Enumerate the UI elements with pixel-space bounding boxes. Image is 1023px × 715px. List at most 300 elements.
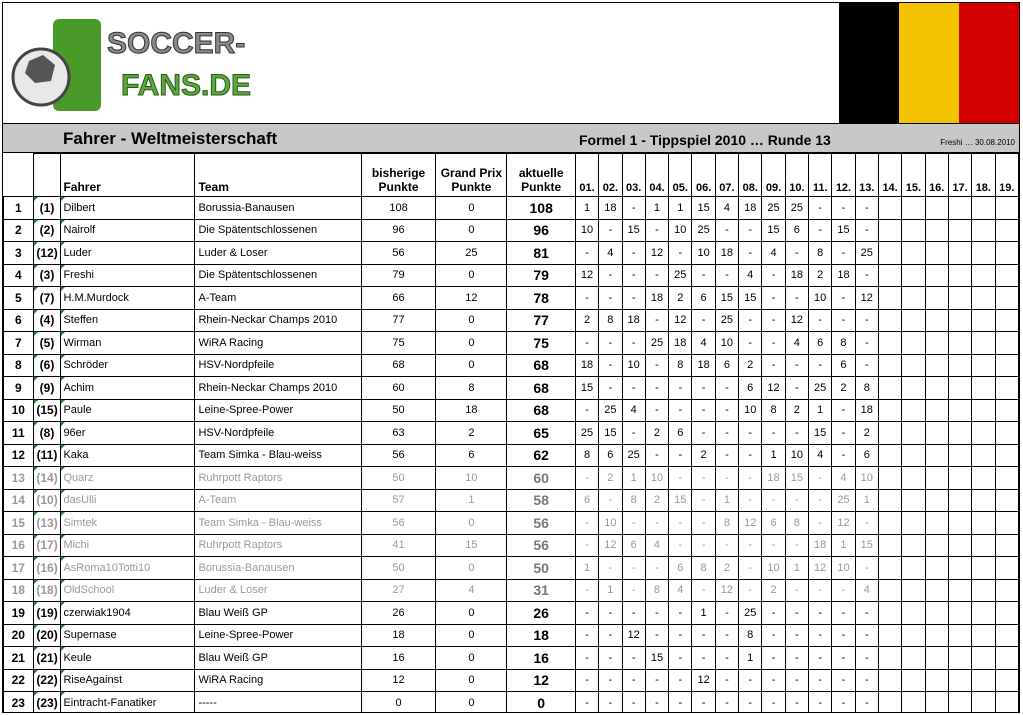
german-flag bbox=[839, 3, 1019, 123]
round-points-cell: 1 bbox=[692, 602, 715, 625]
round-points-cell: - bbox=[622, 377, 645, 400]
round-points-cell: 12 bbox=[785, 309, 808, 332]
round-points-cell bbox=[972, 219, 995, 242]
round-points-cell: 15 bbox=[832, 219, 855, 242]
round-points-cell bbox=[972, 332, 995, 355]
round-points-cell: - bbox=[715, 467, 738, 490]
round-points-cell bbox=[995, 647, 1019, 670]
round-points-cell: - bbox=[785, 489, 808, 512]
round-points-cell: 18 bbox=[669, 332, 692, 355]
rank-cell: 2 bbox=[4, 219, 34, 242]
current-points-cell: 62 bbox=[507, 444, 575, 467]
driver-name-cell: Steffen bbox=[61, 309, 195, 332]
round-points-cell: - bbox=[715, 534, 738, 557]
round-points-cell bbox=[878, 557, 901, 580]
round-points-cell: - bbox=[715, 647, 738, 670]
current-points-cell: 18 bbox=[507, 624, 575, 647]
round-points-cell bbox=[925, 669, 948, 692]
rank-cell: 6 bbox=[4, 309, 34, 332]
driver-name-cell: AsRoma10Totti10 bbox=[61, 557, 195, 580]
soccer-fans-logo bbox=[11, 11, 261, 119]
driver-name-cell: Nairolf bbox=[61, 219, 195, 242]
round-points-cell: 4 bbox=[739, 264, 762, 287]
round-points-cell: - bbox=[575, 624, 598, 647]
rank-cell: 5 bbox=[4, 287, 34, 310]
grandprix-points-cell: 10 bbox=[436, 467, 507, 490]
round-points-cell: - bbox=[692, 377, 715, 400]
driver-name-cell: Simtek bbox=[61, 512, 195, 535]
round-points-cell: 25 bbox=[785, 197, 808, 220]
prev-rank-cell: (17) bbox=[33, 534, 61, 557]
round-points-cell: - bbox=[715, 377, 738, 400]
round-points-cell bbox=[948, 309, 971, 332]
round-points-cell: 2 bbox=[599, 467, 622, 490]
grandprix-points-cell: 0 bbox=[436, 197, 507, 220]
previous-points-cell: 66 bbox=[361, 287, 435, 310]
round-points-cell: 2 bbox=[645, 422, 668, 445]
round-points-cell bbox=[925, 287, 948, 310]
round-points-cell bbox=[902, 332, 925, 355]
round-points-cell: 4 bbox=[599, 242, 622, 265]
driver-name-cell: Eintracht-Fanatiker bbox=[61, 692, 195, 714]
round-points-cell: 15 bbox=[622, 219, 645, 242]
round-points-cell bbox=[948, 624, 971, 647]
round-points-cell: 18 bbox=[855, 399, 878, 422]
round-points-cell: - bbox=[692, 309, 715, 332]
round-points-cell: - bbox=[692, 489, 715, 512]
round-header: 12. bbox=[832, 154, 855, 197]
round-points-cell: - bbox=[622, 557, 645, 580]
round-points-cell: 2 bbox=[645, 489, 668, 512]
round-points-cell: - bbox=[622, 332, 645, 355]
round-points-cell: - bbox=[622, 602, 645, 625]
grandprix-points-cell: 0 bbox=[436, 264, 507, 287]
round-points-cell: - bbox=[692, 422, 715, 445]
round-points-cell: - bbox=[762, 309, 785, 332]
round-points-cell: 12 bbox=[575, 264, 598, 287]
round-points-cell: 10 bbox=[809, 287, 832, 310]
round-points-cell bbox=[925, 557, 948, 580]
rank-cell: 14 bbox=[4, 489, 34, 512]
col-prev-header bbox=[33, 154, 61, 197]
grandprix-points-cell: 0 bbox=[436, 647, 507, 670]
grandprix-points-cell: 8 bbox=[436, 377, 507, 400]
round-points-cell: - bbox=[832, 692, 855, 714]
round-points-cell: - bbox=[785, 422, 808, 445]
round-points-cell: - bbox=[809, 219, 832, 242]
round-points-cell: 12 bbox=[855, 287, 878, 310]
round-points-cell bbox=[948, 557, 971, 580]
round-points-cell: - bbox=[739, 467, 762, 490]
round-points-cell bbox=[925, 624, 948, 647]
current-points-cell: 68 bbox=[507, 399, 575, 422]
round-points-cell: - bbox=[622, 264, 645, 287]
previous-points-cell: 18 bbox=[361, 624, 435, 647]
round-header: 09. bbox=[762, 154, 785, 197]
round-points-cell: - bbox=[622, 287, 645, 310]
round-points-cell: - bbox=[762, 669, 785, 692]
round-points-cell: 25 bbox=[692, 219, 715, 242]
driver-name-cell: Luder bbox=[61, 242, 195, 265]
rank-cell: 16 bbox=[4, 534, 34, 557]
round-points-cell: 1 bbox=[785, 557, 808, 580]
driver-name-cell: H.M.Murdock bbox=[61, 287, 195, 310]
round-points-cell bbox=[902, 422, 925, 445]
grandprix-points-cell: 0 bbox=[436, 669, 507, 692]
round-points-cell: - bbox=[669, 602, 692, 625]
round-points-cell: - bbox=[715, 669, 738, 692]
team-cell: ----- bbox=[195, 692, 361, 714]
round-points-cell: - bbox=[855, 669, 878, 692]
rank-cell: 8 bbox=[4, 354, 34, 377]
round-points-cell: 18 bbox=[645, 287, 668, 310]
grandprix-points-cell: 0 bbox=[436, 557, 507, 580]
round-points-cell bbox=[878, 534, 901, 557]
round-points-cell: - bbox=[739, 557, 762, 580]
round-points-cell: - bbox=[832, 444, 855, 467]
table-row bbox=[4, 377, 1019, 400]
round-points-cell bbox=[995, 512, 1019, 535]
round-points-cell: - bbox=[762, 624, 785, 647]
team-cell: Blau Weiß GP bbox=[195, 647, 361, 670]
round-points-cell: - bbox=[715, 264, 738, 287]
prev-rank-cell: (1) bbox=[33, 197, 61, 220]
round-points-cell: - bbox=[669, 624, 692, 647]
round-points-cell: 10 bbox=[785, 444, 808, 467]
round-points-cell: 8 bbox=[715, 512, 738, 535]
round-points-cell bbox=[948, 219, 971, 242]
round-points-cell bbox=[948, 467, 971, 490]
round-header: 11. bbox=[809, 154, 832, 197]
rank-cell: 22 bbox=[4, 669, 34, 692]
round-points-cell: - bbox=[785, 647, 808, 670]
round-points-cell: 25 bbox=[599, 399, 622, 422]
current-points-cell: 58 bbox=[507, 489, 575, 512]
round-points-cell: 10 bbox=[669, 219, 692, 242]
round-points-cell: 18 bbox=[762, 467, 785, 490]
previous-points-cell: 60 bbox=[361, 377, 435, 400]
round-points-cell: 6 bbox=[809, 332, 832, 355]
round-points-cell bbox=[925, 692, 948, 714]
round-points-cell: 4 bbox=[762, 242, 785, 265]
round-header: 16. bbox=[925, 154, 948, 197]
round-points-cell: 6 bbox=[832, 354, 855, 377]
round-points-cell bbox=[878, 692, 901, 714]
round-points-cell: 1 bbox=[715, 489, 738, 512]
table-row bbox=[4, 692, 1019, 714]
round-points-cell bbox=[902, 444, 925, 467]
round-points-cell: 10 bbox=[692, 242, 715, 265]
round-points-cell: - bbox=[739, 219, 762, 242]
col-aktuelle-header: aktuelle Punkte bbox=[507, 154, 575, 197]
round-points-cell: - bbox=[809, 512, 832, 535]
round-points-cell: - bbox=[855, 197, 878, 220]
round-points-cell: - bbox=[622, 647, 645, 670]
round-points-cell bbox=[925, 467, 948, 490]
current-points-cell: 79 bbox=[507, 264, 575, 287]
team-cell: Team Simka - Blau-weiss bbox=[195, 444, 361, 467]
round-points-cell: - bbox=[785, 624, 808, 647]
previous-points-cell: 79 bbox=[361, 264, 435, 287]
table-row bbox=[4, 534, 1019, 557]
round-header: 13. bbox=[855, 154, 878, 197]
previous-points-cell: 75 bbox=[361, 332, 435, 355]
round-points-cell: - bbox=[575, 332, 598, 355]
round-points-cell: 8 bbox=[785, 512, 808, 535]
round-points-cell: 18 bbox=[622, 309, 645, 332]
round-points-cell: 15 bbox=[645, 647, 668, 670]
round-points-cell: 12 bbox=[645, 242, 668, 265]
table-row bbox=[4, 354, 1019, 377]
round-points-cell: 1 bbox=[809, 399, 832, 422]
round-points-cell bbox=[995, 692, 1019, 714]
round-points-cell: - bbox=[762, 602, 785, 625]
round-points-cell bbox=[948, 354, 971, 377]
round-points-cell: - bbox=[575, 287, 598, 310]
round-points-cell bbox=[948, 287, 971, 310]
round-points-cell: - bbox=[692, 647, 715, 670]
round-points-cell: 6 bbox=[785, 219, 808, 242]
round-points-cell bbox=[995, 197, 1019, 220]
rank-cell: 13 bbox=[4, 467, 34, 490]
rank-cell: 9 bbox=[4, 377, 34, 400]
team-cell: Luder & Loser bbox=[195, 579, 361, 602]
round-points-cell: 4 bbox=[692, 332, 715, 355]
round-header: 10. bbox=[785, 154, 808, 197]
round-points-cell: - bbox=[832, 669, 855, 692]
round-points-cell: - bbox=[645, 669, 668, 692]
round-points-cell bbox=[925, 219, 948, 242]
round-header: 07. bbox=[715, 154, 738, 197]
round-points-cell: - bbox=[785, 692, 808, 714]
round-points-cell bbox=[948, 692, 971, 714]
grandprix-points-cell: 0 bbox=[436, 309, 507, 332]
round-points-cell: - bbox=[692, 692, 715, 714]
round-points-cell bbox=[925, 242, 948, 265]
team-cell: Leine-Spree-Power bbox=[195, 399, 361, 422]
round-points-cell: - bbox=[575, 647, 598, 670]
round-points-cell: - bbox=[809, 489, 832, 512]
round-points-cell: - bbox=[622, 422, 645, 445]
round-points-cell: - bbox=[645, 602, 668, 625]
round-points-cell: - bbox=[599, 219, 622, 242]
driver-name-cell: Paule bbox=[61, 399, 195, 422]
round-points-cell bbox=[902, 309, 925, 332]
round-points-cell bbox=[948, 669, 971, 692]
round-points-cell bbox=[902, 534, 925, 557]
round-points-cell: 10 bbox=[715, 332, 738, 355]
round-points-cell bbox=[925, 579, 948, 602]
round-points-cell: - bbox=[832, 579, 855, 602]
round-points-cell bbox=[948, 264, 971, 287]
round-points-cell: 18 bbox=[599, 197, 622, 220]
round-points-cell: - bbox=[809, 692, 832, 714]
prev-rank-cell: (3) bbox=[33, 264, 61, 287]
round-points-cell: - bbox=[692, 512, 715, 535]
round-points-cell bbox=[995, 242, 1019, 265]
team-cell: Die Spätentschlossenen bbox=[195, 219, 361, 242]
rank-cell: 18 bbox=[4, 579, 34, 602]
table-row bbox=[4, 579, 1019, 602]
round-points-cell bbox=[878, 669, 901, 692]
prev-rank-cell: (4) bbox=[33, 309, 61, 332]
prev-rank-cell: (10) bbox=[33, 489, 61, 512]
team-cell: Die Spätentschlossenen bbox=[195, 264, 361, 287]
prev-rank-cell: (13) bbox=[33, 512, 61, 535]
round-points-cell: - bbox=[739, 332, 762, 355]
round-points-cell: 15 bbox=[692, 197, 715, 220]
col-grandprix-header: Grand Prix Punkte bbox=[436, 154, 507, 197]
round-points-cell: - bbox=[692, 467, 715, 490]
driver-name-cell: 96er bbox=[61, 422, 195, 445]
round-points-cell: 12 bbox=[832, 512, 855, 535]
round-points-cell bbox=[972, 489, 995, 512]
round-points-cell: 8 bbox=[669, 354, 692, 377]
round-header: 08. bbox=[739, 154, 762, 197]
round-points-cell bbox=[878, 512, 901, 535]
current-points-cell: 77 bbox=[507, 309, 575, 332]
page-title: Fahrer - Weltmeisterschaft bbox=[63, 129, 278, 148]
col-pos-header bbox=[4, 154, 34, 197]
round-points-cell: 6 bbox=[739, 377, 762, 400]
round-points-cell: - bbox=[599, 377, 622, 400]
round-points-cell: - bbox=[622, 242, 645, 265]
round-points-cell bbox=[948, 242, 971, 265]
grandprix-points-cell: 15 bbox=[436, 534, 507, 557]
round-points-cell: - bbox=[832, 197, 855, 220]
round-points-cell: - bbox=[669, 647, 692, 670]
round-points-cell bbox=[902, 489, 925, 512]
round-points-cell: 10 bbox=[762, 557, 785, 580]
prev-rank-cell: (12) bbox=[33, 242, 61, 265]
grandprix-points-cell: 25 bbox=[436, 242, 507, 265]
round-points-cell bbox=[995, 287, 1019, 310]
round-points-cell: 2 bbox=[809, 264, 832, 287]
round-points-cell bbox=[925, 264, 948, 287]
round-points-cell: 25 bbox=[762, 197, 785, 220]
round-points-cell: 6 bbox=[762, 512, 785, 535]
round-points-cell bbox=[948, 399, 971, 422]
round-points-cell: - bbox=[739, 444, 762, 467]
round-points-cell bbox=[878, 287, 901, 310]
grandprix-points-cell: 1 bbox=[436, 489, 507, 512]
grandprix-points-cell: 0 bbox=[436, 332, 507, 355]
round-points-cell: - bbox=[669, 534, 692, 557]
round-points-cell bbox=[878, 309, 901, 332]
round-points-cell: - bbox=[785, 354, 808, 377]
prev-rank-cell: (8) bbox=[33, 422, 61, 445]
round-points-cell: - bbox=[715, 602, 738, 625]
round-points-cell bbox=[902, 287, 925, 310]
round-points-cell: 25 bbox=[622, 444, 645, 467]
round-points-cell: - bbox=[692, 624, 715, 647]
team-cell: Rhein-Neckar Champs 2010 bbox=[195, 377, 361, 400]
round-points-cell: - bbox=[645, 624, 668, 647]
round-points-cell bbox=[878, 197, 901, 220]
round-points-cell bbox=[972, 467, 995, 490]
round-header: 06. bbox=[692, 154, 715, 197]
round-points-cell bbox=[948, 647, 971, 670]
round-points-cell bbox=[878, 444, 901, 467]
driver-name-cell: Quarz bbox=[61, 467, 195, 490]
round-points-cell bbox=[972, 422, 995, 445]
round-points-cell bbox=[995, 557, 1019, 580]
previous-points-cell: 50 bbox=[361, 557, 435, 580]
grandprix-points-cell: 18 bbox=[436, 399, 507, 422]
round-points-cell: - bbox=[855, 264, 878, 287]
round-points-cell bbox=[925, 377, 948, 400]
round-points-cell: - bbox=[622, 669, 645, 692]
col-bisherige-header: bisherige Punkte bbox=[361, 154, 435, 197]
round-points-cell bbox=[878, 242, 901, 265]
round-points-cell bbox=[972, 669, 995, 692]
round-points-cell bbox=[878, 377, 901, 400]
round-points-cell: - bbox=[599, 557, 622, 580]
round-points-cell: - bbox=[599, 287, 622, 310]
round-points-cell: 8 bbox=[855, 377, 878, 400]
round-points-cell: 1 bbox=[622, 467, 645, 490]
logo-text-soccer: SOCCER- bbox=[107, 27, 246, 60]
author-date: Freshi … 30.08.2010 bbox=[940, 138, 1015, 147]
round-points-cell bbox=[878, 354, 901, 377]
round-points-cell bbox=[878, 467, 901, 490]
standings-table bbox=[3, 153, 1019, 713]
round-points-cell bbox=[972, 377, 995, 400]
round-points-cell: 8 bbox=[599, 309, 622, 332]
current-points-cell: 12 bbox=[507, 669, 575, 692]
table-row bbox=[4, 489, 1019, 512]
round-points-cell: - bbox=[715, 219, 738, 242]
round-points-cell bbox=[902, 602, 925, 625]
round-points-cell bbox=[925, 354, 948, 377]
team-cell: Rhein-Neckar Champs 2010 bbox=[195, 309, 361, 332]
round-points-cell bbox=[948, 512, 971, 535]
round-points-cell bbox=[972, 309, 995, 332]
round-points-cell: - bbox=[855, 557, 878, 580]
round-points-cell bbox=[925, 647, 948, 670]
round-points-cell: 2 bbox=[855, 422, 878, 445]
round-points-cell: - bbox=[739, 579, 762, 602]
round-points-cell: - bbox=[762, 422, 785, 445]
prev-rank-cell: (22) bbox=[33, 669, 61, 692]
prev-rank-cell: (14) bbox=[33, 467, 61, 490]
prev-rank-cell: (9) bbox=[33, 377, 61, 400]
driver-name-cell: Schröder bbox=[61, 354, 195, 377]
round-points-cell: 6 bbox=[715, 354, 738, 377]
round-points-cell bbox=[995, 219, 1019, 242]
previous-points-cell: 68 bbox=[361, 354, 435, 377]
logo-text-fans: FANS.DE bbox=[121, 69, 252, 102]
rank-cell: 15 bbox=[4, 512, 34, 535]
rank-cell: 19 bbox=[4, 602, 34, 625]
round-header: 17. bbox=[948, 154, 971, 197]
round-points-cell: - bbox=[809, 309, 832, 332]
previous-points-cell: 26 bbox=[361, 602, 435, 625]
round-points-cell bbox=[972, 444, 995, 467]
round-points-cell: - bbox=[785, 242, 808, 265]
table-row bbox=[4, 669, 1019, 692]
round-points-cell: 15 bbox=[785, 467, 808, 490]
flag-stripe-black bbox=[839, 3, 899, 123]
current-points-cell: 65 bbox=[507, 422, 575, 445]
round-points-cell: 10 bbox=[739, 399, 762, 422]
driver-name-cell: Wirman bbox=[61, 332, 195, 355]
round-header: 19. bbox=[995, 154, 1019, 197]
team-cell: HSV-Nordpfeile bbox=[195, 354, 361, 377]
round-points-cell: - bbox=[669, 467, 692, 490]
round-points-cell bbox=[995, 489, 1019, 512]
round-points-cell bbox=[878, 602, 901, 625]
